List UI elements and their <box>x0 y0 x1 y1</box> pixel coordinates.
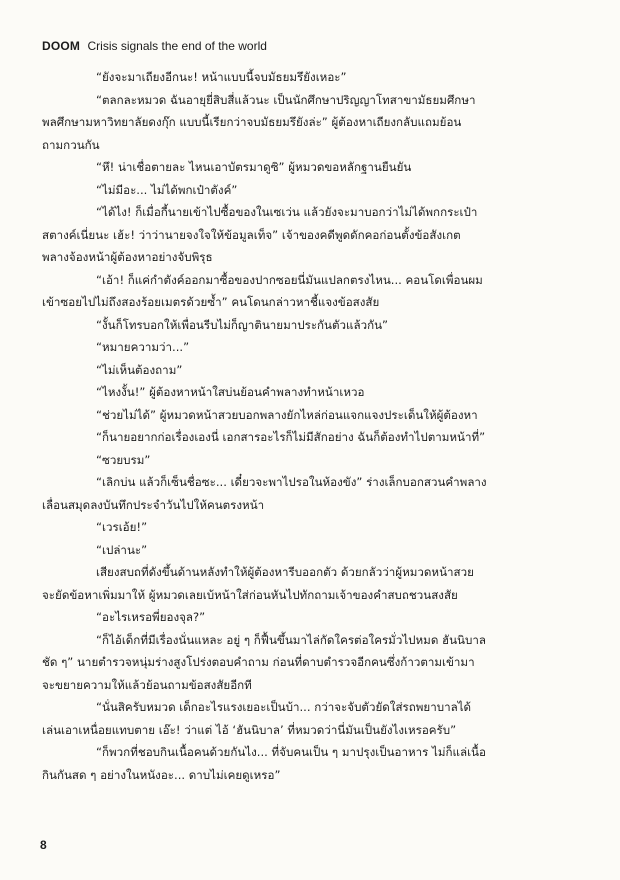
text-line: “ซวยบรม” <box>96 452 151 467</box>
text-line: “ไหงงั้น!” ผู้ต้องหาหน้าใสบ่นย้อนคำพลางทำหน้าเหวอ <box>96 385 365 399</box>
body-text <box>42 66 562 786</box>
text-line: จะยัดข้อหาเพิ่มมาให้ ผู้หมวดเลยเบ้หน้าใส่ก่อนหันไปทักถามเจ้าของคำสบถชวนสงสัย <box>42 587 458 602</box>
text-line: ชัด ๆ” นายตำรวจหนุ่มร่างสูงโปร่งตอบคำถาม ก่อนที่ดาบตำรวจอีกคนซึ่งก้าวตามเข้ามา <box>42 655 475 669</box>
text-line: ถามกวนกัน <box>42 137 100 152</box>
text-line: “หมายความว่า...” <box>96 340 190 354</box>
text-line: “ช่วยไม่ได้” ผู้หมวดหน้าสวยบอกพลางยักไหล่ก่อนแจกแจงประเด็นให้ผู้ต้องหา <box>96 407 478 422</box>
text-line: “ได้ไง! ก็เมื่อกี้นายเข้าไปซื้อของในเซเว่น แล้วยังจะมาบอกว่าไม่ได้พกกระเป๋า <box>96 205 478 219</box>
text-line: “ก็ไอ้เด็กที่มีเรื่องนั่นแหละ อยู่ ๆ ก็ฟื้นขึ้นมาไล่กัดใครต่อใครมั่วไปหมด ฮันนิบาล <box>96 632 486 647</box>
text-line: “ไม่เห็นต้องถาม” <box>96 362 183 377</box>
text-line: “ก็นายอยากก่อเรื่องเองนี่ เอกสารอะไรก็ไม่มีสักอย่าง ฉันก็ต้องทำไปตามหน้าที่” <box>96 430 486 444</box>
text-line: พลศึกษามหาวิทยาลัยดงกุ๊ก แบบนี้เรียกว่าจบมัธยมรึยังล่ะ” ผู้ต้องหาเถียงกลับแถมย้อน <box>42 115 462 129</box>
text-line: “ตลกละหมวด ฉันอายุยี่สิบสี่แล้วนะ เป็นนักศึกษาปริญญาโทสาขามัธยมศึกษา <box>96 92 476 107</box>
text-line: “หึ! น่าเชื่อตายละ ไหนเอาบัตรมาดูซิ” ผู้หมวดขอหลักฐานยืนยัน <box>96 160 412 174</box>
text-line: “เอ้า! ก็แค่กำตังค์ออกมาซื้อของปากซอยนี่มันแปลกตรงไหน... คอนโดเพื่อนผม <box>96 272 483 287</box>
text-line: เลื่อนสมุดลงบันทึกประจำวันไปให้คนตรงหน้า <box>42 497 265 512</box>
running-header <box>42 39 267 53</box>
text-line: สตางค์เนี่ยนะ เฮ้ะ! ว่าว่านายจงใจให้ข้อมูลเท็จ” เจ้าของคดีพูดดักคอก่อนตั้งข้อสังเกต <box>42 227 461 242</box>
header-title: Crisis signals the end of the world <box>87 39 267 53</box>
text-line: “อะไรเหรอพี่ยองจุล?” <box>96 610 206 624</box>
text-line: เข้าซอยไปไม่ถึงสองร้อยเมตรด้วยซ้ำ” คนโดนกล่าวหาชี้แจงข้อสงสัย <box>42 295 380 309</box>
text-line: “นั่นสิครับหมวด เด็กอะไรแรงเยอะเป็นบ้า... กว่าจะจับตัวยัดใส่รถพยาบาลได้ <box>96 700 472 714</box>
page-number: 8 <box>40 838 47 852</box>
header-brand: DOOM <box>42 39 81 53</box>
text-line: พลางจ้องหน้าผู้ต้องหาอย่างจับพิรุธ <box>42 250 213 264</box>
text-line: “เปล่านะ” <box>96 542 148 557</box>
text-line: “งั้นก็โทรบอกให้เพื่อนรีบไม่ก็ญาตินายมาประกันตัวแล้วกัน” <box>96 317 389 332</box>
text-line: “เลิกบ่น แล้วก็เซ็นชื่อซะ... เดี๋ยวจะพาไปรอในห้องขัง” ร่างเล็กบอกสวนคำพลาง <box>96 475 487 489</box>
text-line: “เวรเอ้ย!” <box>96 520 148 534</box>
text-line: เล่นเอาเหนื่อยแทบตาย เอ๊ะ! ว่าแต่ ไอ้ ‘ฮันนิบาล’ ที่หมวดว่านี่มันเป็นยังไงเหรอครับ” <box>42 722 457 737</box>
text-line: เสียงสบถที่ดังขึ้นด้านหลังทำให้ผู้ต้องหารีบออกตัว ด้วยกลัวว่าผู้หมวดหน้าสวย <box>96 565 474 579</box>
text-line: จะขยายความให้แล้วย้อนถามข้อสงสัยอีกที <box>42 677 252 692</box>
text-line: “ก็พวกที่ชอบกินเนื้อคนด้วยกันไง... ที่จับคนเป็น ๆ มาปรุงเป็นอาหาร ไม่ก็แล่เนื้อ <box>96 745 486 759</box>
text-line: “ยังจะมาเถียงอีกนะ! หน้าแบบนี้จบมัธยมรึยังเหอะ” <box>96 70 347 84</box>
text-line: กินกันสด ๆ อย่างในหนังอะ... ดาบไม่เคยดูเหรอ” <box>42 767 281 782</box>
text-line: “ไม่มีอะ... ไม่ได้พกเป๋าตังค์” <box>96 182 238 197</box>
